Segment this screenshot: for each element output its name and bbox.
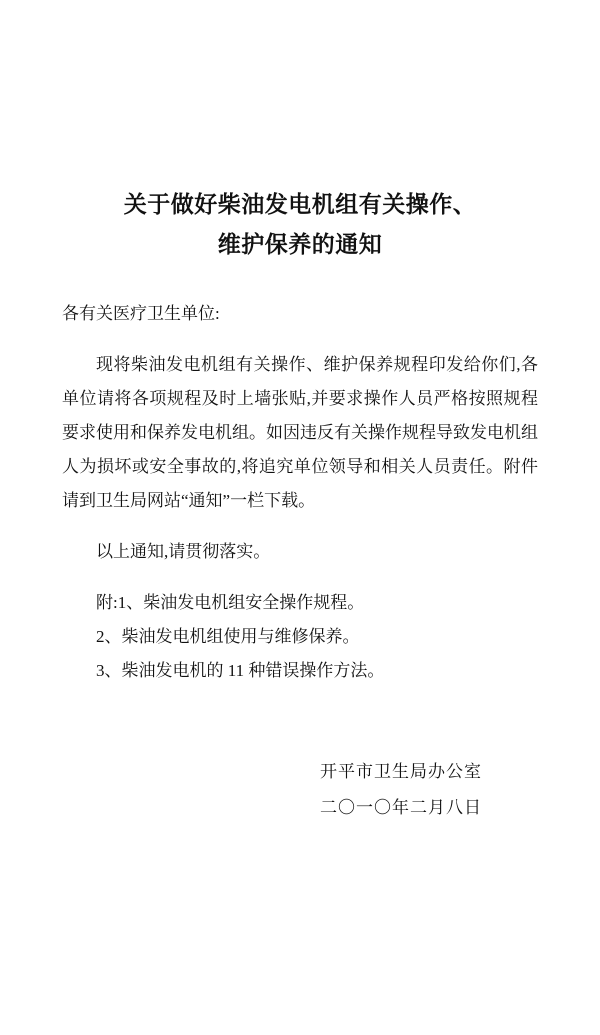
salutation: 各有关医疗卫生单位: (62, 304, 220, 323)
page-title-line-2: 维护保养的通知 (217, 232, 383, 257)
body-paragraph-1: 现将柴油发电机组有关操作、维护保养规程印发给你们,各单位请将各项规程及时上墙张贴,并要求操作人员严格按照规程要求使用和保养发电机组。如因违反有关操作规程导致发电机组人为损坏或安全事故的,将追究单位领导和相关人员责任。附件请到卫生局网站“通知”一栏下载。 (62, 355, 538, 510)
list-item: 3、柴油发电机的 11 种错误操作方法。 (96, 661, 385, 680)
page-title (62, 185, 538, 265)
list-item: 附:1、柴油发电机组安全操作规程。 (96, 593, 365, 612)
list-item: 2、柴油发电机组使用与维修保养。 (96, 627, 360, 646)
signature-date: 二〇一〇年二月八日 (320, 798, 482, 817)
attachment-list (62, 586, 538, 688)
signature-issuer: 开平市卫生局办公室 (320, 762, 482, 781)
document-body (62, 297, 538, 688)
signature-block (62, 754, 538, 826)
document-page (0, 185, 600, 1035)
page-title-line-1: 关于做好柴油发电机组有关操作、 (123, 192, 477, 217)
body-paragraph-2: 以上通知,请贯彻落实。 (96, 542, 271, 561)
